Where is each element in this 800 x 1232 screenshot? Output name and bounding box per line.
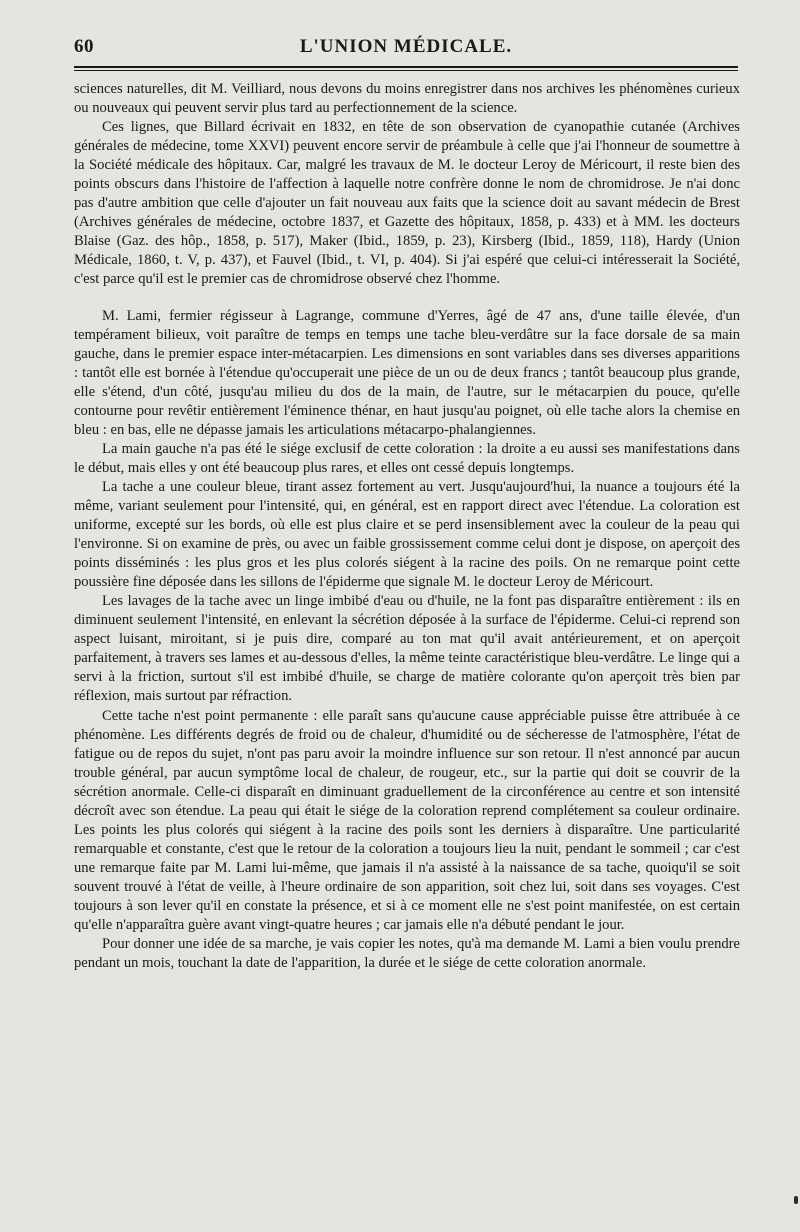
paragraph-4: La main gauche n'a pas été le siége exclusif de cette coloration : la droite a eu aussi ses manifestations dans le début, mais elles y ont été beaucoup plus rares, et elles ont cessé depuis longtemps.	[74, 440, 740, 476]
paragraph-5: La tache a une couleur bleue, tirant assez fortement au vert. Jusqu'aujourd'hui, la nuance a toujours été la même, variant seulement pour l'intensité, qui, en général, est en rapport direct avec l'étendue. La coloration est uniforme, excepté sur les bords, où elle est plus claire et se perd insensiblement avec la couleur de la peau qui l'environne. Si on examine de près, ou avec un faible grossissement comme celui dont je dispose, on aperçoit des points disséminés : les plus gros et les plus colorés siégent à la racine des poils. On ne remarque point cette poussière fine déposée dans les sillons de l'épiderme que signale M. le docteur Leroy de Méricourt.	[74, 478, 740, 591]
section-break	[74, 290, 740, 307]
paragraph-8: Pour donner une idée de sa marche, je vais copier les notes, qu'à ma demande M. Lami a bien voulu prendre pendant un mois, touchant la date de l'apparition, la durée et le siége de cette coloration anormale.	[74, 936, 740, 972]
paragraph-6: Les lavages de la tache avec un linge imbibé d'eau ou d'huile, ne la font pas disparaître entièrement : ils en diminuent seulement l'intensité, en enlevant la sécrétion déposée à la surface de l'épiderme. Celui-ci reprend son aspect luisant, miroitant, si je puis dire, comparé au ton mat qu'il avait antérieurement, et on aperçoit parfaitement, à travers ses lames et au-dessous d'elles, la même teinte caractéristique bleu-verdâtre. Le linge qui a servi à la friction, surtout s'il est imbibé d'huile, se charge de matière colorante qu'on aperçoit très bien par réflexion, mais surtout par réfraction.	[74, 593, 740, 705]
article-body	[74, 80, 740, 973]
header-rule	[74, 66, 738, 68]
paragraph-2: Ces lignes, que Billard écrivait en 1832, en tête de son observation de cyanopathie cutanée (Archives générales de médecine, tome XXVI) peuvent encore servir de préambule à celle que j'ai l'honneur de soumettre à la Société médicale des hôpitaux. Car, malgré les travaux de M. le docteur Leroy de Méricourt, il reste bien des points obscurs dans l'histoire de l'affection à laquelle notre confrère donne le nom de chromidrose. Je n'ai donc pas d'autre ambition que celle d'ajouter un fait nouveau aux faits que la science doit au savant médecin de Brest (Archives générales de médecine, octobre 1837, et Gazette des hôpitaux, 1858, p. 433) et à MM. les docteurs Blaise (Gaz. des hôp., 1858, p. 517), Maker (Ibid., 1859, p. 23), Kirsberg (Ibid., 1859, 118), Hardy (Union Médicale, 1860, t. V, p. 437), et Fauvel (Ibid., t. VI, p. 404). Si j'ai espéré que celui-ci intéresserait la Société, c'est parce qu'il est le premier cas de chromidrose observé chez l'homme.	[74, 119, 740, 288]
paragraph-3: M. Lami, fermier régisseur à Lagrange, commune d'Yerres, âgé de 47 ans, d'une taille élevée, d'un tempérament bilieux, voit paraître de temps en temps une tache bleu-verdâtre sur la face dorsale de sa main gauche, dans le premier espace inter-métacarpien. Les dimensions en sont variables dans ses diverses apparitions : tantôt elle est bornée à l'étendue qu'occuperait une pièce de un ou de deux francs ; tantôt beaucoup plus grande, elle s'étend, d'un côté, jusqu'au milieu du dos de la main, de l'autre, sur le métacarpien du pouce, qu'elle contourne pour revêtir entièrement l'éminence thénar, en haut jusqu'au poignet, où elle tache alors la chemise en bleu : en bas, elle ne dépasse jamais les articulations métacarpo-phalangiennes.	[74, 307, 740, 438]
page-number: 60	[74, 36, 94, 57]
journal-title: L'UNION MÉDICALE.	[299, 36, 513, 57]
paragraph-7: Cette tache n'est point permanente : elle paraît sans qu'aucune cause appréciable puisse être attribuée à ce phénomène. Les différents degrés de froid ou de chaleur, d'humidité ou de sécheresse de l'atmosphère, l'état de fatigue ou de repos du sujet, n'ont pas paru avoir la moindre influence sur son retour. Il n'est annoncé par aucun trouble général, par aucun symptôme local de chaleur, de rougeur, etc., sur la partie qui doit se couvrir de la sécrétion anormale. Celle-ci disparaît en diminuant graduellement de la circonférence au centre et son intensité décroît avec son étendue. La peau qui était le siége de la coloration reprend complétement sa couleur ordinaire. Les points les plus colorés qui siégent à la racine des poils sont les derniers à disparaître. Une particularité remarquable et constante, c'est que le retour de la coloration a toujours lieu la nuit, pendant le sommeil ; car c'est une remarque faite par M. Lami lui-même, que jamais il n'a assisté à la naissance de sa tache, quoiqu'il se soit souvent trouvé à l'état de veille, à l'heure ordinaire de son apparition, soit chez lui, soit dans ses voyages. C'est toujours à son lever qu'il en constate la présence, et si à ce moment elle ne s'est point manifestée, on est certain qu'elle n'apparaîtra guère avant vingt-quatre heures ; car jamais elle n'a débuté pendant le jour.	[74, 707, 740, 934]
paragraph-1: sciences naturelles, dit M. Veilliard, nous devons du moins enregistrer dans nos archives les phénomènes curieux ou nouveaux qui peuvent servir plus tard au perfectionnement de la science.	[74, 81, 740, 117]
running-head	[74, 36, 738, 62]
page-edge-mark	[794, 1196, 798, 1204]
header-rule-thin	[74, 70, 738, 71]
